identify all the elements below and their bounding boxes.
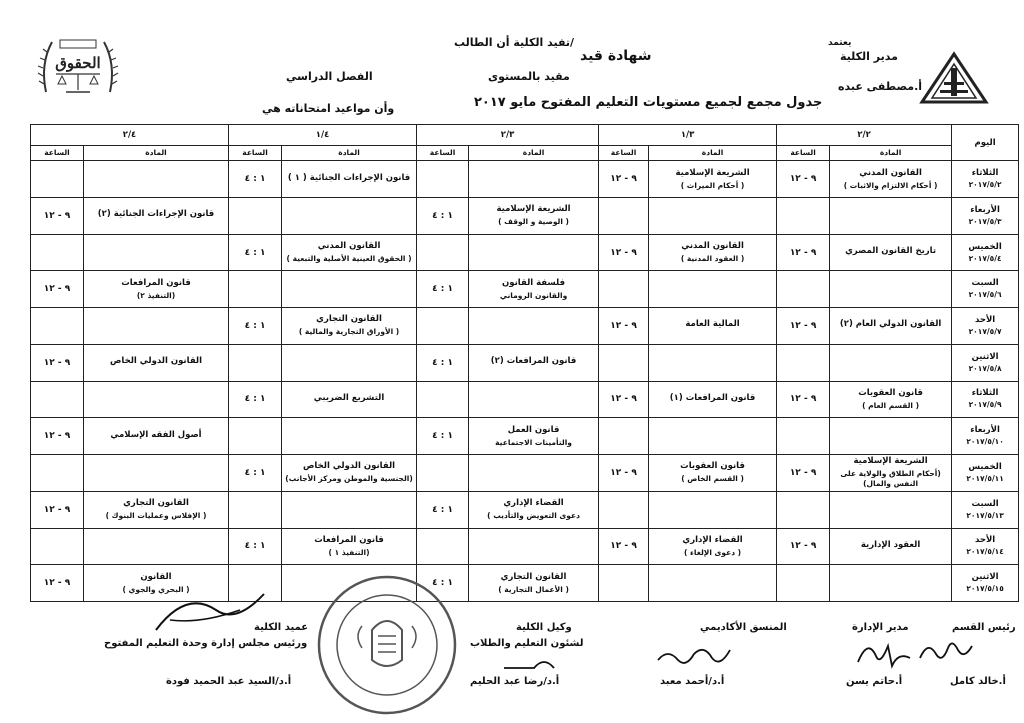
time-cell: ١ : ٤ [417, 418, 469, 455]
time-header: الساعة [31, 146, 84, 161]
schedule-row [31, 197, 1019, 234]
approval-label: يعتمد [828, 38, 852, 48]
time-cell: ١ : ٤ [417, 197, 469, 234]
time-cell: ٩ - ١٢ [31, 565, 84, 602]
coordinator-name: أ.د/أحمد معبد [660, 676, 725, 687]
day-date: ٢٠١٧/٥/٢ [968, 180, 1002, 190]
subject-cell [282, 528, 417, 565]
subject-detail: والتأمينات الاجتماعية [495, 437, 572, 447]
subject-cell [830, 565, 952, 602]
subject-detail: ( الأوراق التجارية والمالية ) [298, 327, 400, 337]
subject-cell [84, 271, 229, 308]
time-cell: ٩ - ١٢ [777, 455, 830, 492]
subject-cell [282, 234, 417, 271]
subject-name: القانون الدولي الخاص [303, 461, 396, 472]
subject-cell [84, 418, 229, 455]
time-cell [31, 455, 84, 492]
subject-name: الشريعة الإسلامية [853, 456, 928, 467]
subject-detail: ( دعوى الإلغاء ) [684, 547, 742, 557]
day-cell [952, 418, 1019, 455]
subject-name: التشريع الضريبي [313, 392, 385, 403]
subject-cell [469, 491, 599, 528]
subject-cell [84, 381, 229, 418]
schedule-title: جدول مجمع لجميع مستويات التعليم المفتوح مايو ٢٠١٧ [474, 95, 823, 110]
day-name: الثلاثاء [971, 168, 999, 179]
subject-detail: ( القسم العام ) [862, 400, 920, 410]
time-cell [229, 271, 282, 308]
subject-name: قانون المرافعات (١) [669, 392, 756, 403]
subject-cell [282, 381, 417, 418]
day-name: الاثنين [971, 351, 999, 362]
dean-name: أ.د/السيد عبد الحميد فودة [166, 676, 292, 687]
subject-cell [649, 234, 777, 271]
enrolled-level: مقيد بالمستوى [488, 70, 570, 83]
day-name: الأربعاء [970, 425, 1000, 436]
subject-cell [84, 234, 229, 271]
day-date: ٢٠١٧/٥/١١ [966, 473, 1004, 483]
subject-name: قانون المرافعات (٢) [490, 356, 577, 367]
vice-dean-name: أ.د/رضا عبد الحليم [470, 676, 560, 687]
time-cell [229, 418, 282, 455]
time-cell: ٩ - ١٢ [31, 271, 84, 308]
time-cell: ٩ - ١٢ [599, 308, 649, 345]
time-cell: ٩ - ١٢ [31, 418, 84, 455]
day-cell [952, 234, 1019, 271]
subject-cell [84, 161, 229, 198]
day-date: ٢٠١٧/٥/١٠ [966, 437, 1004, 447]
subject-cell [469, 271, 599, 308]
subject-header: المادة [84, 146, 229, 161]
subject-cell [830, 528, 952, 565]
day-cell [952, 565, 1019, 602]
subject-name: القانون التجاري [316, 314, 382, 325]
day-name: الخميس [968, 241, 1002, 252]
schedule-row [31, 381, 1019, 418]
time-cell [599, 271, 649, 308]
time-cell: ٩ - ١٢ [31, 197, 84, 234]
subject-name: قانون العمل [507, 424, 560, 435]
day-date: ٢٠١٧/٥/٩ [968, 400, 1002, 410]
subject-cell [649, 344, 777, 381]
day-cell [952, 161, 1019, 198]
day-cell [952, 271, 1019, 308]
day-date: ٢٠١٧/٥/٨ [968, 363, 1002, 373]
day-cell [952, 344, 1019, 381]
subject-cell [84, 197, 229, 234]
subject-cell [830, 197, 952, 234]
head-of-dept-name: أ.خالد كامل [950, 676, 1006, 687]
subject-cell [282, 271, 417, 308]
subject-cell [469, 234, 599, 271]
subject-header: المادة [469, 146, 599, 161]
schedule-row [31, 161, 1019, 198]
subject-detail: (أحكام الطلاق والولاية على النفس والمال) [840, 469, 941, 489]
subject-cell [469, 418, 599, 455]
subject-detail: ( أحكام الميراث ) [680, 180, 745, 190]
subject-cell [469, 344, 599, 381]
subject-detail: (التنفيذ ٢) [136, 290, 176, 300]
time-cell [417, 528, 469, 565]
subject-cell [649, 161, 777, 198]
university-logo [918, 50, 990, 104]
director-role: مدير الكلية [840, 50, 898, 63]
subject-name: القانون التجاري [123, 498, 189, 509]
subject-name: القانون التجاري [500, 571, 567, 582]
time-cell [229, 344, 282, 381]
subject-name: الشريعة الإسلامية [675, 167, 750, 178]
subject-cell [282, 344, 417, 381]
subject-name: أصول الفقه الإسلامي [110, 429, 202, 440]
subject-detail: ( الأعمال التجارية ) [498, 584, 569, 594]
day-date: ٢٠١٧/٥/١٣ [966, 510, 1004, 520]
subject-cell [649, 381, 777, 418]
subject-cell [469, 455, 599, 492]
subject-cell [84, 308, 229, 345]
coordinator-title: المنسق الأكاديمي [700, 622, 787, 633]
day-cell [952, 381, 1019, 418]
semester-label: الفصل الدراسي [286, 70, 373, 83]
day-date: ٢٠١٧/٥/١٤ [966, 547, 1004, 557]
subject-name: تاريخ القانون المصري [845, 246, 937, 257]
subject-cell [830, 418, 952, 455]
day-date: ٢٠١٧/٥/٣ [968, 216, 1002, 226]
subject-detail: ( القسم الخاص ) [681, 474, 744, 484]
subject-name: القانون الدولي العام (٢) [839, 319, 942, 330]
signature-admin-manager [854, 636, 914, 670]
subject-header: المادة [282, 146, 417, 161]
subject-cell [469, 197, 599, 234]
subject-cell [830, 491, 952, 528]
level-header: ١/٤ [229, 125, 417, 146]
time-cell [417, 455, 469, 492]
subject-cell [84, 491, 229, 528]
subject-detail: ( البحري والجوي ) [122, 584, 190, 594]
signature-coordinator [654, 640, 734, 670]
day-date: ٢٠١٧/٥/٤ [968, 253, 1002, 263]
subject-name: القضاء الإداري [682, 534, 743, 545]
day-cell [952, 455, 1019, 492]
subject-cell [282, 455, 417, 492]
svg-text:الحقوق: الحقوق [55, 54, 101, 72]
level-header-row [31, 125, 1019, 146]
certificate-title: شهادة قيد [580, 48, 652, 64]
time-cell: ٩ - ١٢ [599, 161, 649, 198]
subject-cell [649, 271, 777, 308]
subject-name: القانون المدني [317, 241, 381, 252]
subheader-row [31, 146, 1019, 161]
subject-cell [84, 455, 229, 492]
time-cell: ١ : ٤ [229, 308, 282, 345]
time-cell [31, 234, 84, 271]
subject-cell [84, 528, 229, 565]
day-date: ٢٠١٧/٥/١٥ [966, 584, 1004, 594]
vice-dean-role: لشئون التعليم والطلاب [470, 638, 584, 649]
level-header: ١/٣ [599, 125, 777, 146]
vice-dean-title: وكيل الكلية [516, 622, 572, 633]
time-cell [417, 161, 469, 198]
time-cell [31, 381, 84, 418]
time-cell [229, 197, 282, 234]
time-cell [599, 344, 649, 381]
time-cell [777, 271, 830, 308]
time-cell [777, 565, 830, 602]
time-cell: ١ : ٤ [417, 491, 469, 528]
subject-cell [469, 381, 599, 418]
time-cell: ١ : ٤ [229, 234, 282, 271]
time-cell: ٩ - ١٢ [777, 381, 830, 418]
day-date: ٢٠١٧/٥/٦ [968, 290, 1002, 300]
time-cell [417, 381, 469, 418]
subject-name: القانون [140, 571, 172, 582]
subject-cell [282, 197, 417, 234]
day-cell [952, 528, 1019, 565]
subject-cell [830, 381, 952, 418]
subject-cell [649, 491, 777, 528]
subject-cell [830, 308, 952, 345]
subject-detail: ( الإفلاس وعمليات البنوك ) [105, 511, 207, 521]
time-header: الساعة [229, 146, 282, 161]
day-name: الأحد [974, 314, 996, 325]
time-header: الساعة [777, 146, 830, 161]
subject-detail: ( الوصية و الوقف ) [498, 217, 569, 227]
time-cell [777, 344, 830, 381]
time-cell [229, 491, 282, 528]
subject-cell [84, 344, 229, 381]
day-cell [952, 491, 1019, 528]
subject-cell [282, 491, 417, 528]
subject-header: المادة [649, 146, 777, 161]
schedule-row [31, 455, 1019, 492]
subject-cell [282, 418, 417, 455]
admin-manager-title: مدير الإدارة [852, 622, 909, 633]
official-stamp [312, 570, 462, 720]
day-name: الأحد [974, 535, 996, 546]
day-cell [952, 197, 1019, 234]
time-cell: ٩ - ١٢ [599, 528, 649, 565]
day-name: الاثنين [971, 572, 999, 583]
time-cell: ١ : ٤ [417, 565, 469, 602]
time-cell: ٩ - ١٢ [599, 381, 649, 418]
director-name: أ.مصطفى عبده [838, 80, 923, 93]
signature-vice-dean [500, 652, 560, 676]
subject-name: قانون العقوبات [680, 461, 745, 472]
subject-name: قانون الإجراءات الجنائية ( ١ ) [287, 172, 411, 183]
day-date: ٢٠١٧/٥/٧ [968, 326, 1002, 336]
subject-cell [830, 455, 952, 492]
time-cell [777, 197, 830, 234]
subject-cell [649, 308, 777, 345]
subject-cell [830, 271, 952, 308]
exam-schedule-table [30, 124, 1019, 602]
subject-cell [830, 344, 952, 381]
day-name: الخميس [968, 461, 1002, 472]
dean-role: ورئيس مجلس إدارة وحدة التعليم المفتوح [104, 638, 308, 649]
subject-name: القانون المدني [681, 241, 744, 252]
time-cell: ٩ - ١٢ [777, 528, 830, 565]
subject-name: قانون العقوبات [858, 387, 923, 398]
day-name: السبت [971, 498, 999, 509]
subject-cell [649, 197, 777, 234]
head-of-dept-title: رئيس القسم [952, 622, 1016, 633]
time-cell [417, 308, 469, 345]
day-cell [952, 308, 1019, 345]
level-header: ٢/٢ [777, 125, 952, 146]
subject-name: القضاء الإداري [503, 498, 564, 509]
time-cell [31, 161, 84, 198]
time-cell: ٩ - ١٢ [599, 455, 649, 492]
time-cell: ٩ - ١٢ [777, 161, 830, 198]
time-cell: ١ : ٤ [417, 271, 469, 308]
signature-head-of-dept [916, 636, 976, 666]
time-cell: ١ : ٤ [229, 528, 282, 565]
time-cell: ١ : ٤ [229, 161, 282, 198]
subject-cell [469, 528, 599, 565]
time-cell: ٩ - ١٢ [599, 234, 649, 271]
signature-dean [150, 590, 270, 640]
subject-name: القانون الدولي الخاص [109, 356, 203, 367]
day-header: اليوم [952, 125, 1019, 161]
time-header: الساعة [599, 146, 649, 161]
subject-cell [649, 528, 777, 565]
day-name: الأربعاء [970, 204, 1000, 215]
admin-manager-name: أ.حاتم يسن [846, 676, 903, 687]
subject-detail: دعوى التعويض والتأديب ) [487, 511, 580, 521]
time-cell: ٩ - ١٢ [31, 344, 84, 381]
subject-cell [469, 565, 599, 602]
subject-cell [649, 565, 777, 602]
intro-line: تفيد الكلية أن الطالب/ [454, 36, 575, 49]
subject-detail: ( أحكام الالتزام والاثبات ) [843, 180, 938, 190]
time-cell [417, 234, 469, 271]
subject-name: قانون المرافعات [314, 534, 384, 545]
subject-name: قانون الإجراءات الجنائية (٢) [97, 209, 215, 220]
level-header: ٢/٣ [417, 125, 599, 146]
schedule-row [31, 528, 1019, 565]
day-name: الثلاثاء [971, 388, 999, 399]
time-cell [31, 528, 84, 565]
time-cell [777, 491, 830, 528]
time-cell [599, 418, 649, 455]
subject-cell [830, 234, 952, 271]
level-header: ٢/٤ [31, 125, 229, 146]
faculty-of-law-logo [36, 34, 120, 102]
subject-detail: (الجنسية والموطن ومركز الأجانب) [285, 474, 413, 484]
time-cell: ١ : ٤ [229, 455, 282, 492]
subject-name: المالية العامة [685, 319, 740, 330]
subject-name: القانون المدني [859, 167, 922, 178]
subject-cell [469, 161, 599, 198]
subject-detail: (التنفيذ ١ ) [328, 547, 370, 557]
time-header: الساعة [417, 146, 469, 161]
subject-detail: ( الحقوق العينية الأصلية والتبعية ) [286, 254, 412, 264]
subject-detail: ( العقود المدنية ) [680, 254, 745, 264]
schedule-row [31, 344, 1019, 381]
subject-name: فلسفة القانون [501, 277, 566, 288]
time-cell [599, 491, 649, 528]
time-cell: ٩ - ١٢ [777, 308, 830, 345]
subject-cell [282, 161, 417, 198]
subject-name: العقود الإدارية [860, 539, 921, 550]
schedule-row [31, 491, 1019, 528]
subject-name: قانون المرافعات [121, 277, 191, 288]
time-cell [599, 565, 649, 602]
time-cell: ٩ - ١٢ [31, 491, 84, 528]
schedule-row [31, 418, 1019, 455]
time-cell [777, 418, 830, 455]
time-cell [599, 197, 649, 234]
time-cell: ٩ - ١٢ [777, 234, 830, 271]
subject-cell [282, 308, 417, 345]
subject-detail: والقانون الروماني [499, 290, 568, 300]
subject-cell [830, 161, 952, 198]
schedule-row [31, 234, 1019, 271]
time-cell [31, 308, 84, 345]
subject-cell [649, 455, 777, 492]
schedule-row [31, 308, 1019, 345]
exam-dates-label: وأن مواعيد امتحاناته هي [262, 102, 395, 115]
time-cell: ١ : ٤ [229, 381, 282, 418]
schedule-row [31, 271, 1019, 308]
time-cell: ١ : ٤ [417, 344, 469, 381]
dean-title: عميد الكلية [254, 622, 309, 633]
subject-header: المادة [830, 146, 952, 161]
day-name: السبت [971, 278, 999, 289]
subject-cell [469, 308, 599, 345]
subject-cell [649, 418, 777, 455]
subject-name: الشريعة الإسلامية [496, 204, 571, 215]
